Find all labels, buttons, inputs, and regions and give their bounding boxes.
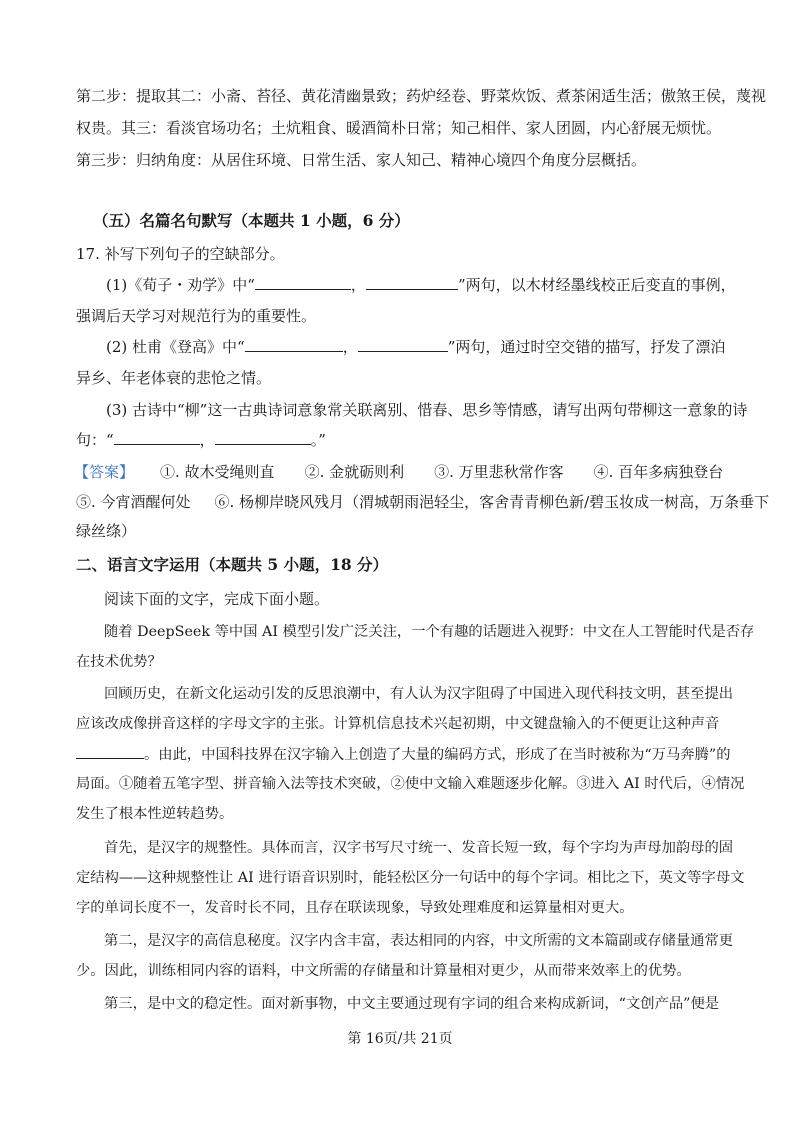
page-number: 第 16页/共 21页 bbox=[347, 1031, 453, 1047]
q17-part1-cont: 强调后天学习对规范行为的重要性。 bbox=[76, 307, 317, 325]
q17-part2: (2) 杜甫《登高》中“ ， ”两句，通过时空交错的描写，抒发了漂泊 bbox=[106, 338, 726, 356]
answer-blank bbox=[358, 337, 448, 352]
passage-line: 回顾历史，在新文化运动引发的反思浪潮中，有人认为汉字阻碍了中国进入现代科技文明，甚至提出 bbox=[104, 686, 734, 702]
answer-blank bbox=[366, 275, 458, 290]
section2-heading: 二、语言文字运用（本题共 5 小题，18 分） bbox=[76, 555, 389, 574]
section5-heading: （五）名篇名句默写（本题共 1 小题，6 分） bbox=[93, 211, 410, 230]
answer-blank bbox=[114, 430, 200, 445]
passage-line: 。由此，中国科技界在汉字输入上创造了大量的编码方式，形成了在当时被称为“万马奔腾”的 bbox=[76, 744, 736, 765]
reading-intro: 阅读下面的文字，完成下面小题。 bbox=[104, 590, 330, 608]
passage-line: 少。因此，训练相同内容的语料，中文所需的存储量和计算量相对更少，从而带来效率上的优势。 bbox=[76, 963, 691, 979]
step2-line2: 权贵。其三：看淡官场功名；土炕粗食、暖酒简朴日常；知己相伴、家人团圆，内心舒展无烦忧。 bbox=[76, 119, 722, 137]
q17-part2-cont: 异乡、年老体衰的悲怆之情。 bbox=[76, 369, 272, 387]
q17-part3-cont: 句：“ ， 。” bbox=[76, 431, 326, 449]
passage-line: 随着 DeepSeek 等中国 AI 模型引发广泛关注，一个有趣的话题进入视野：中文在人工智能时代是否存 bbox=[104, 624, 755, 640]
passage-line: 第二，是汉字的高信息秘度。汉字内含丰富，表达相同的内容，中文所需的文本篇副或存储量通常更 bbox=[104, 933, 734, 949]
answer-blank bbox=[245, 337, 343, 352]
answer-label: 【答案】 bbox=[74, 463, 135, 481]
q17-part1: (1)《荀子・劝学》中“ ， ”两句，以木材经墨线校正后变直的事例， bbox=[106, 276, 736, 294]
passage-line: 字的单词长度不一，发音时长不同，且存在联读现象，导致处理难度和运算量相对更大。 bbox=[76, 900, 634, 916]
passage-line: 在技术优势？ bbox=[76, 654, 162, 670]
answer-line1: 【答案】 ①. 故木受绳则直 ②. 金就砺则利 ③. 万里悲秋常作客 ④. 百年多病独登台 bbox=[74, 463, 724, 481]
answer-blank bbox=[255, 275, 351, 290]
q17-stem: 17. 补写下列句子的空缺部分。 bbox=[76, 245, 285, 263]
answer-line3: 绿丝绦） bbox=[76, 522, 137, 540]
q17-part3: (3) 古诗中“柳”这一古典诗词意象常关联离别、惜春、思乡等情感，请写出两句带柳这一意象的诗 bbox=[106, 401, 748, 419]
step3-line: 第三步：归纳角度：从居住环境、日常生活、家人知己、精神心境四个角度分层概括。 bbox=[76, 151, 647, 169]
answer-blank bbox=[76, 744, 144, 759]
answer-line2: ⑤. 今宵酒醒何处 ⑥. 杨柳岸晓风残月（渭城朝雨浥轻尘，客舍青青柳色新/碧玉妆成一树高，万条垂下 bbox=[76, 493, 770, 511]
passage-line: 定结构——这种规整性让 AI 进行语音识别时，能轻松区分一句话中的每个字词。相比之下，英文等字母文 bbox=[76, 870, 745, 886]
passage-line: 首先，是汉字的规整性。具体而言，汉字书写尺寸统一、发音长短一致，每个字均为声母加韵母的固 bbox=[104, 840, 734, 856]
passage-line: 局面。①随着五笔字型、拼音输入法等技术突破，②使中文输入难题逐步化解。③进入 AI 时代后，④情况 bbox=[76, 776, 745, 792]
step2-line1: 第二步：提取其二：小斋、苔径、黄花清幽景致；药炉经卷、野菜炊饭、煮茶闲适生活；傲煞王侯，蔑视 bbox=[76, 87, 767, 105]
answer-blank bbox=[215, 430, 311, 445]
passage-line: 应该改成像拼音这样的字母文字的主张。计算机信息技术兴起初期，中文键盘输入的不便更让这种声音 bbox=[76, 716, 720, 732]
passage-line: 第三，是中文的稳定性。面对新事物，中文主要通过现有字词的组合来构成新词，“文创产品”便是 bbox=[104, 996, 720, 1012]
passage-line: 发生了根本性逆转趋势。 bbox=[76, 806, 234, 822]
